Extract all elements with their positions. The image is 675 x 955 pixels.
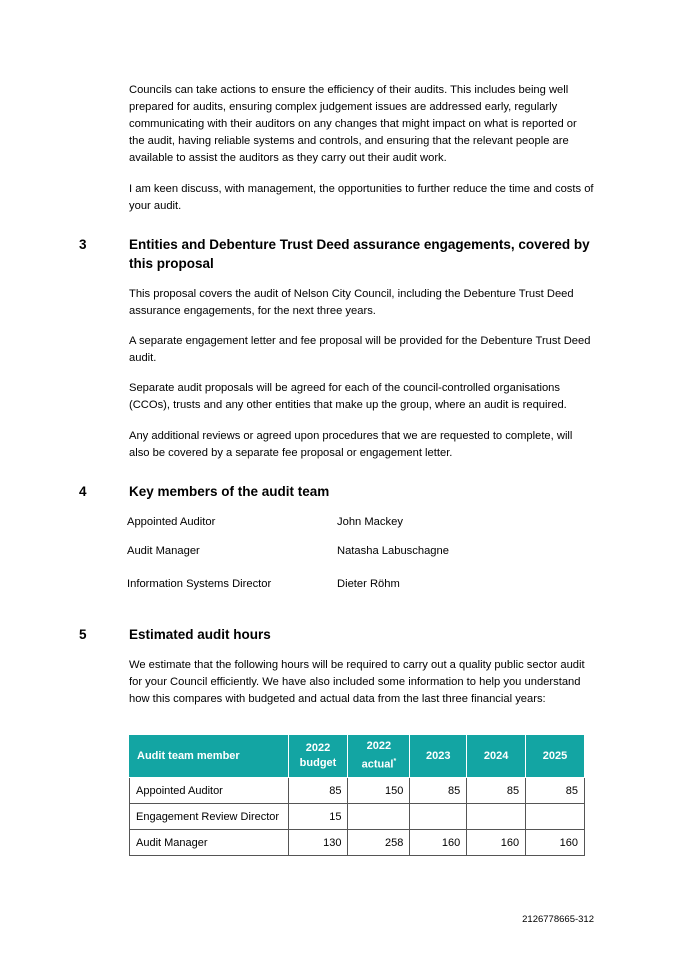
- team-member-name: Dieter Röhm: [337, 578, 400, 590]
- table-row: [130, 778, 585, 804]
- footnote-mark: *: [393, 758, 397, 766]
- header-2025: 2025: [526, 735, 585, 778]
- section-3-paragraph-2: A separate engagement letter and fee proposal will be provided for the Debenture Trust Deed audit.: [129, 335, 591, 364]
- document-id: 2126778665-312: [522, 914, 594, 925]
- team-member-name: John Mackey: [337, 516, 403, 528]
- header-2024: 2024: [467, 735, 526, 778]
- header-2022-actual: [348, 735, 410, 778]
- team-member-role: Appointed Auditor: [127, 516, 216, 528]
- table-cell-value: 160: [410, 830, 467, 856]
- header-2022-budget: [288, 735, 348, 778]
- intro-paragraph-2: I am keen discuss, with management, the opportunities to further reduce the time and costs of your audit.: [129, 183, 594, 212]
- table-header-row: [130, 735, 585, 778]
- table-cell-value: 258: [348, 830, 410, 856]
- table-cell-value: [526, 804, 585, 830]
- table-cell-value: [467, 804, 526, 830]
- table-cell-member: Appointed Auditor: [130, 778, 289, 804]
- section-3-paragraph-1: This proposal covers the audit of Nelson City Council, including the Debenture Trust Deed assurance engagements, for the next three years.: [129, 288, 574, 317]
- section-3-number: 3: [79, 237, 87, 252]
- table-cell-value: 85: [288, 778, 348, 804]
- table-cell-value: [348, 804, 410, 830]
- header-subtitle: budget: [299, 757, 337, 769]
- table-cell-member: Engagement Review Director: [130, 804, 289, 830]
- table-cell-value: 85: [526, 778, 585, 804]
- section-4-title: Key members of the audit team: [129, 484, 330, 499]
- table-row: [130, 804, 585, 830]
- section-5-title: Estimated audit hours: [129, 627, 271, 642]
- team-member-role: Audit Manager: [127, 545, 200, 557]
- intro-paragraph-1: Councils can take actions to ensure the efficiency of their audits. This includes being well prepared for audits, ensuring complex judgement issues are addressed early, regularly communicating with their auditors on any changes that might impact on what is reported or the audit, having reliable systems and controls, and ensuring that the relevant people are available to assist the auditors as they carry out their audit work.: [129, 84, 577, 164]
- team-member-role: Information Systems Director: [127, 578, 272, 590]
- section-5-number: 5: [79, 627, 87, 642]
- table-cell-value: 15: [288, 804, 348, 830]
- header-year: 2022: [305, 742, 331, 754]
- table-cell-value: 160: [526, 830, 585, 856]
- header-audit-team-member: Audit team member: [130, 735, 289, 778]
- audit-hours-table: [129, 734, 585, 856]
- section-3-paragraph-3: Separate audit proposals will be agreed for each of the council-controlled organisations (CCOs), trusts and any other entities that make up the group, where an audit is required.: [129, 382, 567, 411]
- table-cell-value: [410, 804, 467, 830]
- table-cell-value: 85: [467, 778, 526, 804]
- header-year: 2022: [366, 740, 392, 753]
- table-cell-value: 150: [348, 778, 410, 804]
- section-3-title: Entities and Debenture Trust Deed assurance engagements, covered by this proposal: [129, 237, 590, 271]
- table-row: [130, 830, 585, 856]
- table-cell-value: 85: [410, 778, 467, 804]
- header-subtitle: actual: [361, 758, 394, 771]
- section-5-paragraph-1: We estimate that the following hours will be required to carry out a quality public sector audit for your Council efficiently. We have also included some information to help you understand how this compares with budgeted and actual data from the last three financial years:: [129, 659, 585, 705]
- table-cell-value: 130: [288, 830, 348, 856]
- table-cell-value: 160: [467, 830, 526, 856]
- header-2023: 2023: [410, 735, 467, 778]
- team-member-name: Natasha Labuschagne: [337, 545, 449, 557]
- section-4-number: 4: [79, 484, 87, 499]
- table-cell-member: Audit Manager: [130, 830, 289, 856]
- section-3-paragraph-4: Any additional reviews or agreed upon procedures that we are requested to complete, will also be covered by a separate fee proposal or engagement letter.: [129, 430, 573, 459]
